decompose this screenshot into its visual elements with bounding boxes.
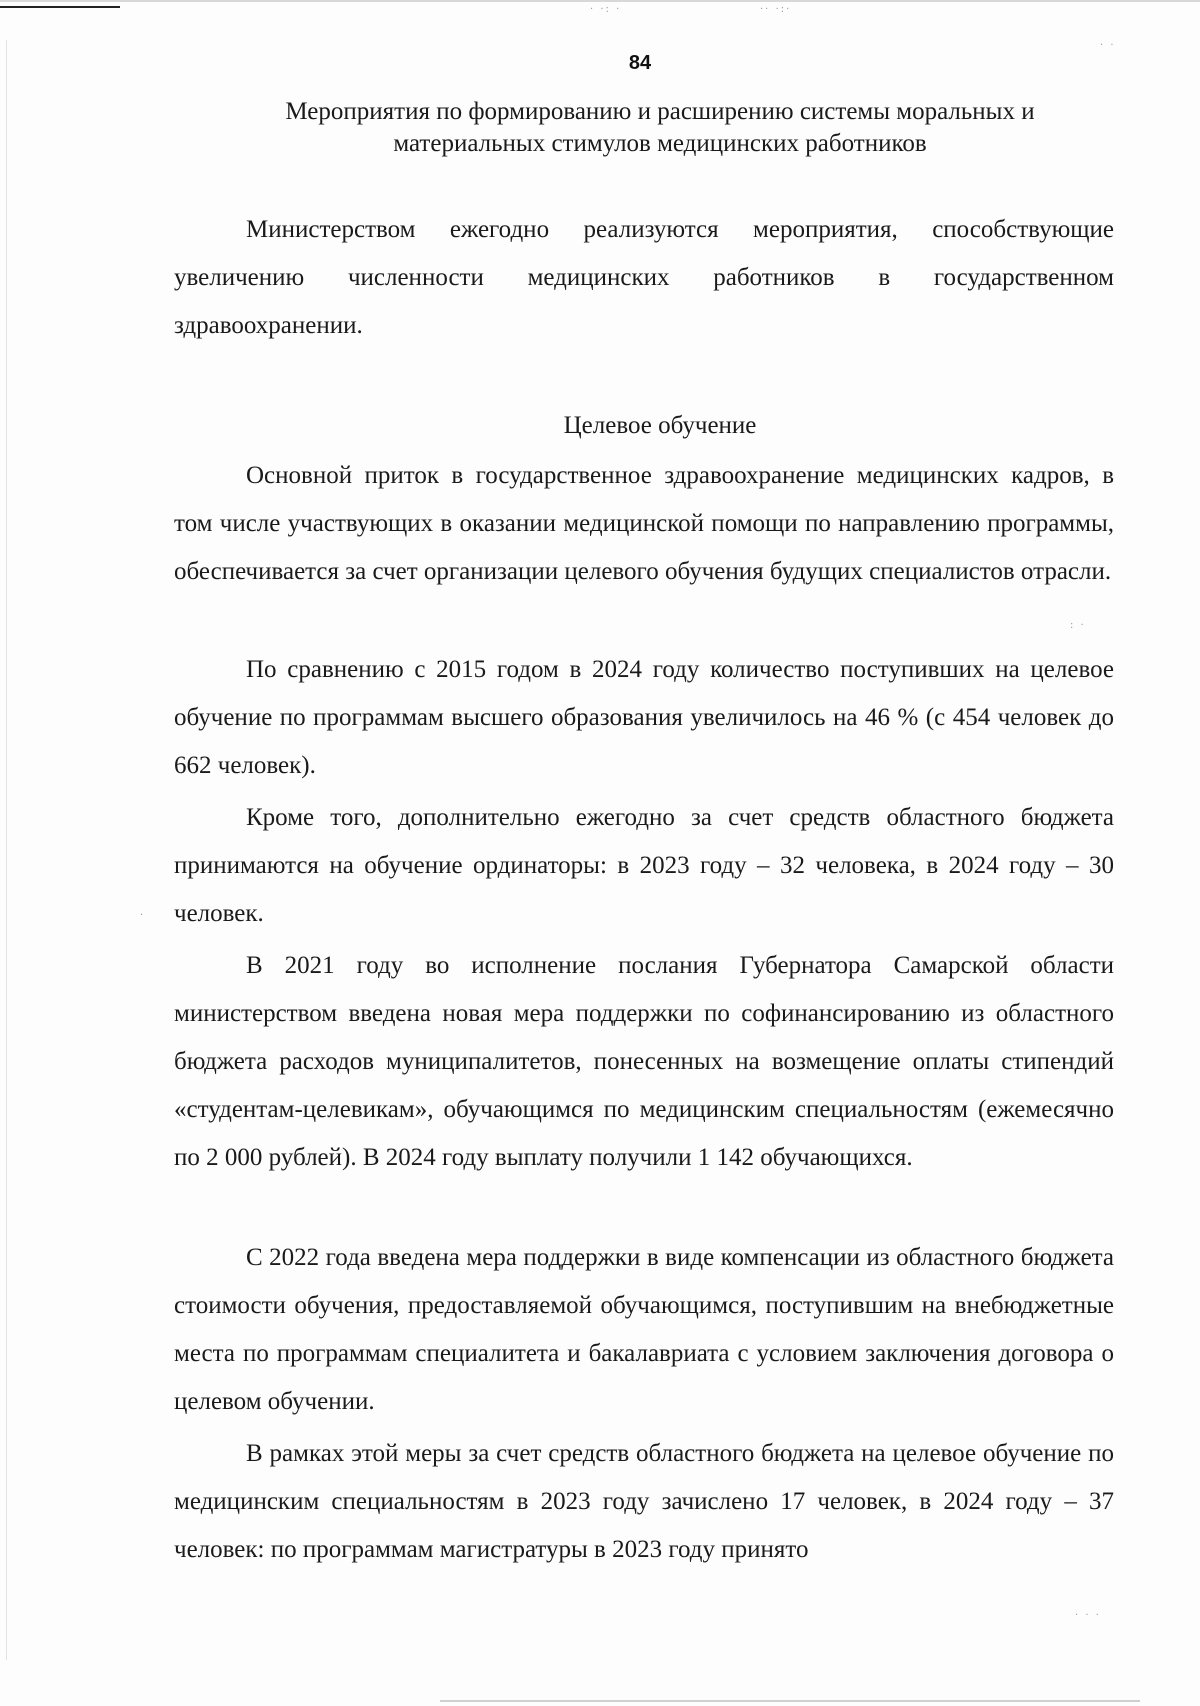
scan-border-bottom [440,1700,1140,1702]
section-heading: Мероприятия по формированию и расширению системы моральных и материальных стимулов медицинских работников [285,98,1035,157]
paragraph-7: В рамках этой меры за счет средств областного бюджета на целевое обучение по медицинским специальностям в 2023 году зачислено 17 человек, в 2024 году – 37 человек: по программам магистратуры в 2023 году принято [174,1440,1114,1563]
scan-noise: · [140,910,146,921]
paragraph-6: С 2022 года введена мера поддержки в виде компенсации из областного бюджета стоимости обучения, предоставляемой обучающимся, поступившим на внебюджетные места по программам специалитета и бакалавриата с условием заключения договора о целевом обучении. [174,1244,1114,1415]
scan-edge [6,40,7,1660]
paragraph-2: Основной приток в государственное здравоохранение медицинских кадров, в том числе участвующих в оказании медицинской помощи по направлению программы, обеспечивается за счет организации целевого обучения будущих специалистов отрасли. [174,462,1114,585]
paragraph-1: Министерством ежегодно реализуются мероприятия, способствующие увеличению численности медицинских работников в государственном здравоохранении. [174,216,1114,339]
scan-border-top [0,0,1200,2]
scan-mark [0,6,120,8]
scan-noise: · · · [1075,1610,1101,1621]
subsection-heading: Целевое обучение [563,412,757,439]
scan-noise: : · [1070,620,1086,631]
paragraph-4: Кроме того, дополнительно ежегодно за счет средств областного бюджета принимаются на обучение ординаторы: в 2023 году – 32 человека, в 2024 году – 30 человек. [174,804,1114,927]
scan-noise: · ·: · [590,4,622,15]
page-number: 84 [628,52,652,74]
paragraph-3: По сравнению с 2015 годом в 2024 году количество поступивших на целевое обучение по программам высшего образования увеличилось на 46 % (с 454 человек до 662 человек). [174,656,1114,779]
scan-noise: · · [1100,40,1116,51]
paragraph-5: В 2021 году во исполнение послания Губернатора Самарской области министерством введена новая мера поддержки по софинансированию из областного бюджета расходов муниципалитетов, понесенных на возмещение оплаты стипендий «студентам-целевикам», обучающимся по медицинским специальностям (ежемесячно по 2 000 рублей). В 2024 году выплату получили 1 142 обучающихся. [174,952,1114,1171]
scan-noise: ·· ·:· [760,4,792,15]
